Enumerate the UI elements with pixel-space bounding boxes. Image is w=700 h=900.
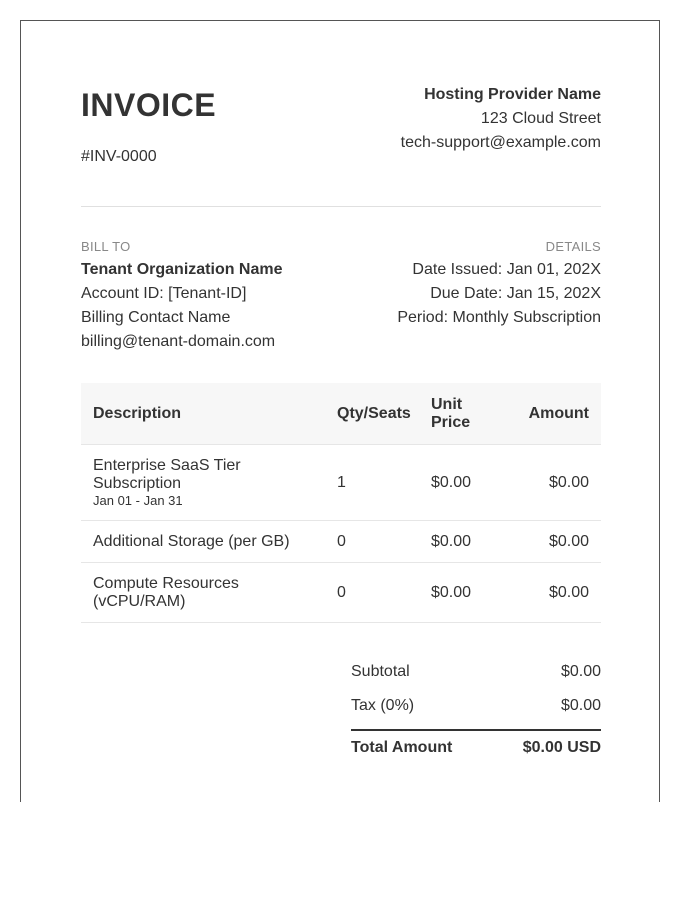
item-qty: 0 (325, 521, 417, 563)
tax-row (351, 695, 601, 729)
item-period: Jan 01 - Jan 31 (93, 492, 183, 508)
bill-to-section (81, 238, 283, 354)
item-description: Additional Storage (per GB) (81, 521, 325, 563)
header-qty: Qty/Seats (325, 383, 417, 445)
bill-to-label: BILL TO (81, 239, 131, 254)
billing-contact-name: Billing Contact Name (81, 309, 231, 326)
item-amount: $0.00 (509, 521, 601, 563)
item-unit-price: $0.00 (417, 445, 509, 521)
item-amount: $0.00 (509, 563, 601, 623)
item-unit-price: $0.00 (417, 521, 509, 563)
table-row (81, 563, 601, 623)
tax-label: Tax (0%) (351, 697, 415, 714)
due-date: Due Date: Jan 15, 202X (430, 285, 601, 302)
subtotal-label: Subtotal (351, 663, 410, 680)
item-description-cell (81, 445, 325, 521)
totals-section (351, 661, 601, 767)
invoice-number: #INV-0000 (81, 148, 157, 165)
invoice-title: INVOICE (81, 87, 217, 123)
billing-email: billing@tenant-domain.com (81, 333, 276, 350)
header-description: Description (81, 383, 325, 445)
invoice-sheet (20, 20, 660, 802)
table-row (81, 521, 601, 563)
tenant-organization-name: Tenant Organization Name (81, 261, 283, 278)
total-value: $0.00 USD (522, 739, 601, 756)
account-id: Account ID: [Tenant-ID] (81, 285, 247, 302)
header-divider (81, 206, 601, 207)
line-items-table (81, 383, 601, 623)
billing-period: Period: Monthly Subscription (397, 309, 601, 326)
subtotal-row (351, 661, 601, 695)
item-qty: 0 (325, 563, 417, 623)
provider-email: tech-support@example.com (400, 134, 601, 151)
header-amount: Amount (509, 383, 601, 445)
details-label: DETAILS (545, 239, 601, 254)
item-amount: $0.00 (509, 445, 601, 521)
provider-name: Hosting Provider Name (424, 86, 601, 103)
item-qty: 1 (325, 445, 417, 521)
header-unit-price: Unit Price (417, 383, 509, 445)
date-issued: Date Issued: Jan 01, 202X (412, 261, 601, 278)
item-description: Compute Resources (vCPU/RAM) (81, 563, 325, 623)
tax-value: $0.00 (560, 697, 601, 714)
item-description: Enterprise SaaS Tier Subscription (93, 456, 241, 492)
subtotal-value: $0.00 (560, 663, 601, 680)
details-section (397, 238, 601, 330)
table-header-row (81, 383, 601, 445)
provider-address: 123 Cloud Street (480, 110, 601, 127)
total-label: Total Amount (351, 739, 453, 756)
total-row (351, 729, 601, 767)
provider-info (401, 83, 601, 155)
table-row (81, 445, 601, 521)
item-unit-price: $0.00 (417, 563, 509, 623)
